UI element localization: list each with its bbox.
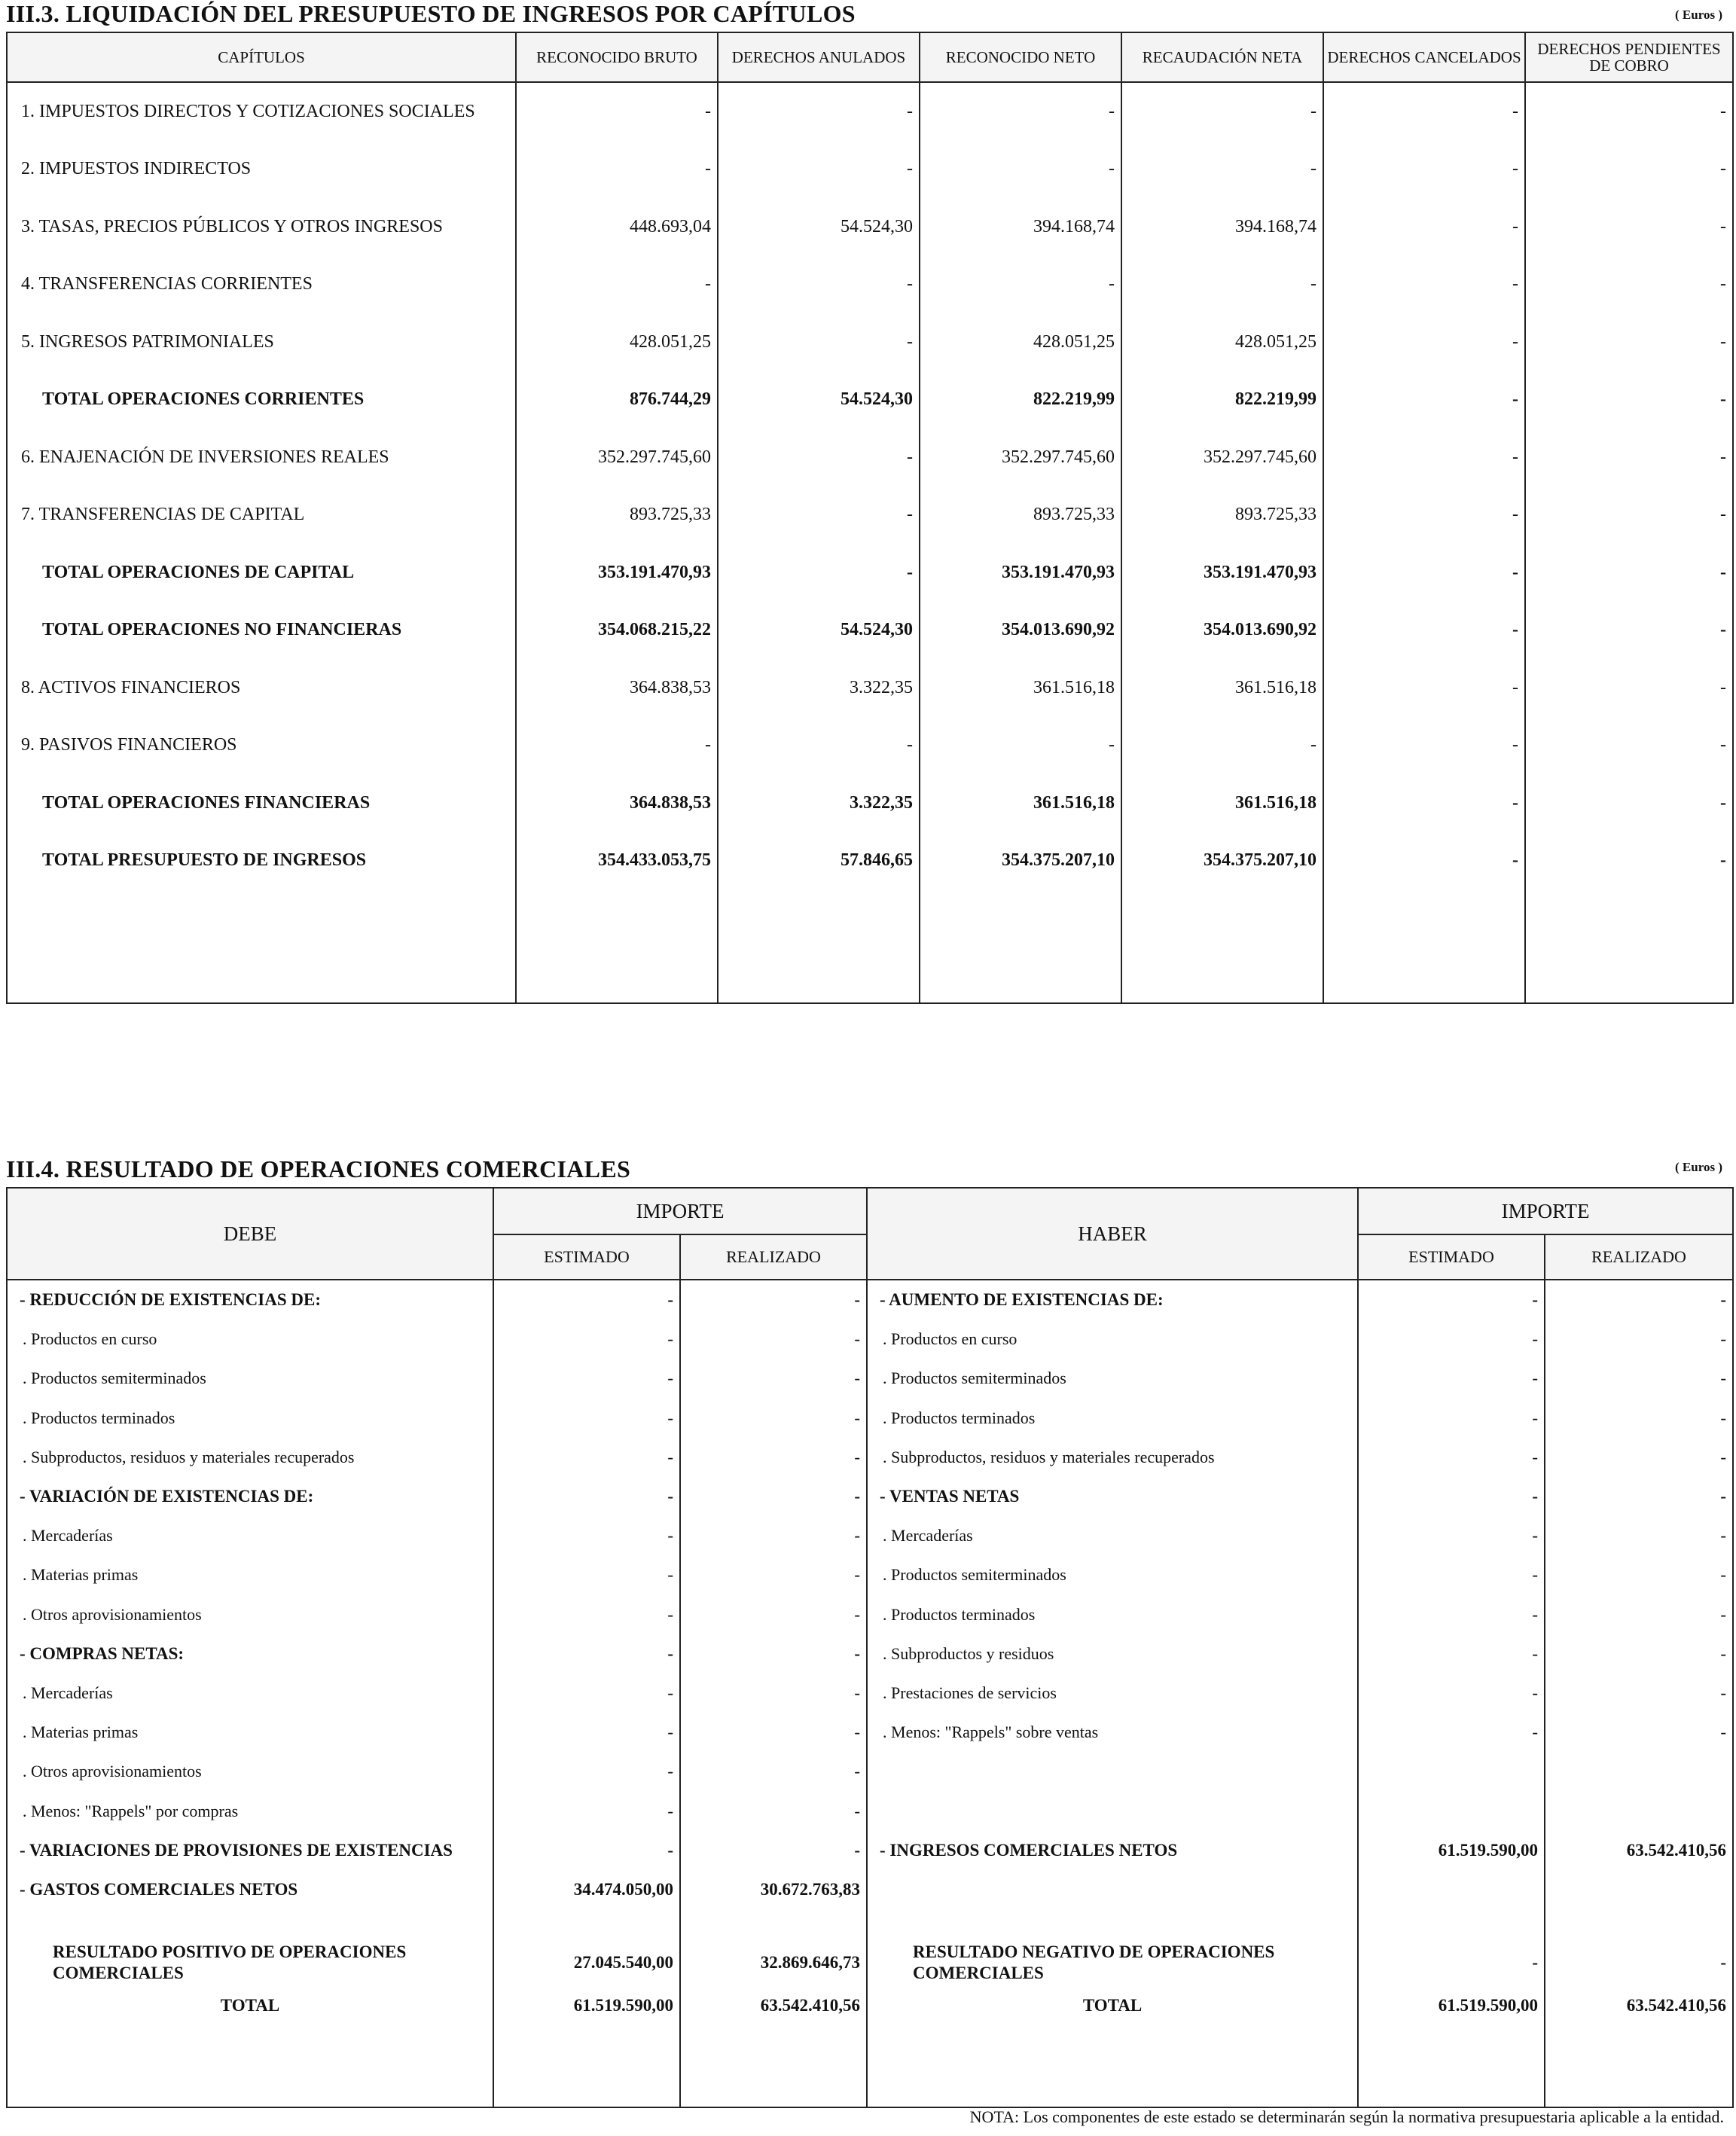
haber-label: . Productos terminados [867,1595,1358,1634]
row-label: 2. IMPUESTOS INDIRECTOS [7,141,516,199]
cell: - [1525,832,1733,890]
cell: 364.838,53 [516,659,718,717]
cell: - [1525,313,1733,371]
cell: - [1323,198,1525,256]
cell: - [493,1595,680,1634]
haber-label: . Productos terminados [867,1399,1358,1438]
cell: - [718,544,920,602]
cell: - [1323,371,1525,429]
cell: - [1545,1280,1733,1320]
debe-label: . Menos: "Rappels" por compras [7,1791,493,1830]
cell: - [718,717,920,775]
cell: - [1358,1674,1545,1713]
cell: - [493,1280,680,1320]
table-row [7,141,1733,199]
cell: - [1358,1713,1545,1752]
cell: - [493,1831,680,1870]
cell: 63.542.410,56 [1545,1831,1733,1870]
cell: - [1323,82,1525,141]
col-header-estimado: ESTIMADO [1358,1234,1545,1280]
row-label: 7. TRANSFERENCIAS DE CAPITAL [7,487,516,545]
cell: - [1358,1555,1545,1594]
cell: 354.375.207,10 [920,832,1121,890]
col-header-realizado: REALIZADO [1545,1234,1733,1280]
cell: - [1323,313,1525,371]
cell: - [1121,717,1323,775]
col-header-derechos-pendientes: DERECHOS PENDIENTES DE COBRO [1525,32,1733,82]
table-header-row [7,32,1733,82]
col-header-derechos-anulados: DERECHOS ANULADOS [718,32,920,82]
cell: 32.869.646,73 [680,1939,867,1986]
cell: - [1525,774,1733,832]
cell: - [516,82,718,141]
cell: - [1545,1399,1733,1438]
total-debe-label: TOTAL [7,1986,493,2025]
cell [1545,1791,1733,1830]
haber-label: . Productos en curso [867,1320,1358,1359]
cell: - [1525,82,1733,141]
debe-label: - VARIACIÓN DE EXISTENCIAS DE: [7,1477,493,1516]
cell: - [1323,487,1525,545]
cell: - [1525,371,1733,429]
cell: - [680,1831,867,1870]
table-row [7,429,1733,487]
row-label: 9. PASIVOS FINANCIEROS [7,717,516,775]
haber-label: - AUMENTO DE EXISTENCIAS DE: [867,1280,1358,1320]
cell: - [1358,1477,1545,1516]
col-header-importe-haber: IMPORTE [1358,1188,1733,1234]
total-row [7,832,1733,890]
cell: - [1323,602,1525,660]
cell: - [718,141,920,199]
table-row [7,1280,1733,1320]
cell: - [718,82,920,141]
debe-label: - COMPRAS NETAS: [7,1634,493,1674]
cell: - [920,717,1121,775]
row-label: TOTAL PRESUPUESTO DE INGRESOS [7,832,516,890]
haber-label [867,1791,1358,1830]
cell: - [680,1438,867,1477]
cell: - [493,1713,680,1752]
col-header-estimado: ESTIMADO [493,1234,680,1280]
cell: 822.219,99 [920,371,1121,429]
cell: - [680,1359,867,1398]
table-row [7,1713,1733,1752]
cell: - [680,1516,867,1555]
table-row [7,1674,1733,1713]
debe-label: . Mercaderías [7,1516,493,1555]
row-label: TOTAL OPERACIONES FINANCIERAS [7,774,516,832]
cell: 353.191.470,93 [920,544,1121,602]
section2-unit: ( Euros ) [1675,1160,1722,1174]
cell: - [516,256,718,314]
debe-label: - GASTOS COMERCIALES NETOS [7,1870,493,1909]
cell: - [516,141,718,199]
haber-label: - VENTAS NETAS [867,1477,1358,1516]
table-row [7,1477,1733,1516]
cell: 352.297.745,60 [1121,429,1323,487]
table-row [7,256,1733,314]
cell: - [493,1752,680,1791]
cell: - [1358,1438,1545,1477]
col-header-haber: HABER [867,1188,1358,1280]
cell: - [1525,659,1733,717]
cell: - [718,313,920,371]
table-row [7,1595,1733,1634]
total-row [7,774,1733,832]
cell: 361.516,18 [920,774,1121,832]
cell: 428.051,25 [920,313,1121,371]
cell: - [1545,1713,1733,1752]
debe-label: . Mercaderías [7,1674,493,1713]
debe-label: . Productos semiterminados [7,1359,493,1398]
cell [1358,1791,1545,1830]
table-row [7,313,1733,371]
cell: - [516,717,718,775]
cell: - [1358,1359,1545,1398]
cell: - [1545,1438,1733,1477]
cell: 361.516,18 [920,659,1121,717]
cell: - [493,1634,680,1674]
debe-label: - REDUCCIÓN DE EXISTENCIAS DE: [7,1280,493,1320]
cell: 361.516,18 [1121,659,1323,717]
cell: - [1323,256,1525,314]
cell: - [1525,717,1733,775]
cell: 353.191.470,93 [1121,544,1323,602]
haber-label: . Productos semiterminados [867,1555,1358,1594]
cell: - [1545,1674,1733,1713]
cell: 394.168,74 [920,198,1121,256]
haber-label: . Subproductos, residuos y materiales recuperados [867,1438,1358,1477]
haber-label: . Productos semiterminados [867,1359,1358,1398]
cell: 822.219,99 [1121,371,1323,429]
cell: - [680,1674,867,1713]
cell: - [1358,1399,1545,1438]
cell: 354.433.053,75 [516,832,718,890]
cell: - [493,1791,680,1830]
table-spacer-row [7,889,1733,1003]
debe-label: . Materias primas [7,1713,493,1752]
total-row [7,544,1733,602]
result-row [7,1939,1733,1986]
cell: - [1545,1477,1733,1516]
cell: 893.725,33 [920,487,1121,545]
cell: - [680,1791,867,1830]
cell: - [493,1477,680,1516]
cell: - [1525,429,1733,487]
table-spacer-row [7,1909,1733,1939]
debe-label: . Subproductos, residuos y materiales recuperados [7,1438,493,1477]
table-row [7,1555,1733,1594]
debe-label: . Productos terminados [7,1399,493,1438]
haber-label: . Mercaderías [867,1516,1358,1555]
cell: 394.168,74 [1121,198,1323,256]
table-row [7,1752,1733,1791]
debe-label: . Otros aprovisionamientos [7,1595,493,1634]
table-row [7,1359,1733,1398]
cell: 428.051,25 [1121,313,1323,371]
cell: - [920,141,1121,199]
debe-label: . Materias primas [7,1555,493,1594]
cell: 428.051,25 [516,313,718,371]
cell: - [1525,602,1733,660]
cell: - [718,429,920,487]
cell: 61.519.590,00 [1358,1831,1545,1870]
footnote: NOTA: Los componentes de este estado se determinarán según la normativa presupuestaria aplicable a la entidad. [969,2107,1724,2126]
cell: 893.725,33 [516,487,718,545]
cell: 893.725,33 [1121,487,1323,545]
cell: - [493,1516,680,1555]
cell: - [493,1438,680,1477]
cell: - [680,1634,867,1674]
cell: 27.045.540,00 [493,1939,680,1986]
cell: 352.297.745,60 [516,429,718,487]
cell: 364.838,53 [516,774,718,832]
cell: - [1358,1939,1545,1986]
table-row [7,487,1733,545]
debe-label: . Otros aprovisionamientos [7,1752,493,1791]
cell: - [1358,1634,1545,1674]
cell: - [1525,141,1733,199]
cell: 3.322,35 [718,659,920,717]
resultado-table [6,1187,1734,2108]
col-header-importe-debe: IMPORTE [493,1188,867,1234]
cell: - [1323,659,1525,717]
cell: 30.672.763,83 [680,1870,867,1909]
table-row [7,1438,1733,1477]
cell: - [680,1555,867,1594]
cell: - [718,256,920,314]
table-row [7,1831,1733,1870]
total-haber-label: TOTAL [867,1986,1358,2025]
liquidacion-table [6,32,1734,1004]
table-row [7,1791,1733,1830]
cell: - [1525,487,1733,545]
cell: 876.744,29 [516,371,718,429]
cell: 354.013.690,92 [1121,602,1323,660]
cell: 361.516,18 [1121,774,1323,832]
col-header-reconocido-neto: RECONOCIDO NETO [920,32,1121,82]
cell: - [1545,1555,1733,1594]
table-row [7,717,1733,775]
cell: 354.375.207,10 [1121,832,1323,890]
row-label: 5. INGRESOS PATRIMONIALES [7,313,516,371]
cell: - [1545,1320,1733,1359]
cell: 353.191.470,93 [516,544,718,602]
resultado-negativo-label: RESULTADO NEGATIVO DE OPERACIONES COMERCIALES [867,1939,1358,1986]
cell: - [920,256,1121,314]
haber-label: . Prestaciones de servicios [867,1674,1358,1713]
table-row [7,1399,1733,1438]
cell: - [1358,1280,1545,1320]
table-row [7,198,1733,256]
cell: 354.013.690,92 [920,602,1121,660]
cell: 63.542.410,56 [680,1986,867,2025]
col-header-derechos-cancelados: DERECHOS CANCELADOS [1323,32,1525,82]
cell [1358,1870,1545,1909]
cell: 352.297.745,60 [920,429,1121,487]
cell: 448.693,04 [516,198,718,256]
table-row [7,1320,1733,1359]
total-row [7,371,1733,429]
cell: 54.524,30 [718,198,920,256]
cell: - [1545,1359,1733,1398]
cell: 54.524,30 [718,371,920,429]
resultado-positivo-label: RESULTADO POSITIVO DE OPERACIONES COMERCIALES [7,1939,493,1986]
cell: - [493,1399,680,1438]
cell [1545,1870,1733,1909]
cell: - [1358,1595,1545,1634]
cell: - [1121,141,1323,199]
section1-title: III.3. LIQUIDACIÓN DEL PRESUPUESTO DE INGRESOS POR CAPÍTULOS [6,0,856,27]
row-label: TOTAL OPERACIONES NO FINANCIERAS [7,602,516,660]
cell: - [680,1399,867,1438]
cell: - [1545,1634,1733,1674]
cell: - [1323,141,1525,199]
row-label: TOTAL OPERACIONES DE CAPITAL [7,544,516,602]
row-label: 6. ENAJENACIÓN DE INVERSIONES REALES [7,429,516,487]
col-header-realizado: REALIZADO [680,1234,867,1280]
cell: - [680,1280,867,1320]
cell: - [680,1752,867,1791]
table-row [7,1634,1733,1674]
cell: 54.524,30 [718,602,920,660]
row-label: 3. TASAS, PRECIOS PÚBLICOS Y OTROS INGRESOS [7,198,516,256]
cell: 61.519.590,00 [1358,1986,1545,2025]
table-row [7,1516,1733,1555]
col-header-debe: DEBE [7,1188,493,1280]
cell: - [1525,198,1733,256]
row-label: 4. TRANSFERENCIAS CORRIENTES [7,256,516,314]
debe-label: - VARIACIONES DE PROVISIONES DE EXISTENCIAS [7,1831,493,1870]
cell: - [493,1555,680,1594]
cell: - [1525,256,1733,314]
row-label: 1. IMPUESTOS DIRECTOS Y COTIZACIONES SOCIALES [7,82,516,141]
cell: - [680,1713,867,1752]
cell: - [920,82,1121,141]
debe-label: . Productos en curso [7,1320,493,1359]
cell: - [680,1595,867,1634]
cell: - [493,1320,680,1359]
cell [1545,1752,1733,1791]
cell: 34.474.050,00 [493,1870,680,1909]
col-header-recaudacion-neta: RECAUDACIÓN NETA [1121,32,1323,82]
cell [1358,1752,1545,1791]
cell: - [1121,256,1323,314]
haber-label: . Menos: "Rappels" sobre ventas [867,1713,1358,1752]
cell: - [1323,429,1525,487]
cell: - [1358,1516,1545,1555]
cell: 3.322,35 [718,774,920,832]
cell: - [1323,832,1525,890]
row-label: 8. ACTIVOS FINANCIEROS [7,659,516,717]
cell: - [1323,717,1525,775]
cell: - [1358,1320,1545,1359]
cell: - [1545,1516,1733,1555]
table-spacer-row [7,2025,1733,2107]
haber-label [867,1752,1358,1791]
cell: - [718,487,920,545]
total-row [7,602,1733,660]
cell: 57.846,65 [718,832,920,890]
row-label: TOTAL OPERACIONES CORRIENTES [7,371,516,429]
cell: - [1323,774,1525,832]
cell: - [1525,544,1733,602]
col-header-reconocido-bruto: RECONOCIDO BRUTO [516,32,718,82]
cell: - [1545,1939,1733,1986]
haber-label: - INGRESOS COMERCIALES NETOS [867,1831,1358,1870]
table-row [7,1870,1733,1909]
cell: - [1323,544,1525,602]
table-row [7,82,1733,141]
cell: 354.068.215,22 [516,602,718,660]
total-row [7,1986,1733,2025]
cell: - [680,1477,867,1516]
col-header-capitulos: CAPÍTULOS [7,32,516,82]
section2-title: III.4. RESULTADO DE OPERACIONES COMERCIALES [6,1155,631,1182]
cell: - [493,1674,680,1713]
haber-label: . Subproductos y residuos [867,1634,1358,1674]
section1-unit: ( Euros ) [1675,8,1722,22]
cell: - [493,1359,680,1398]
cell: - [680,1320,867,1359]
cell: 61.519.590,00 [493,1986,680,2025]
cell: - [1121,82,1323,141]
haber-label [867,1870,1358,1909]
table-row [7,659,1733,717]
cell: - [1545,1595,1733,1634]
cell: 63.542.410,56 [1545,1986,1733,2025]
